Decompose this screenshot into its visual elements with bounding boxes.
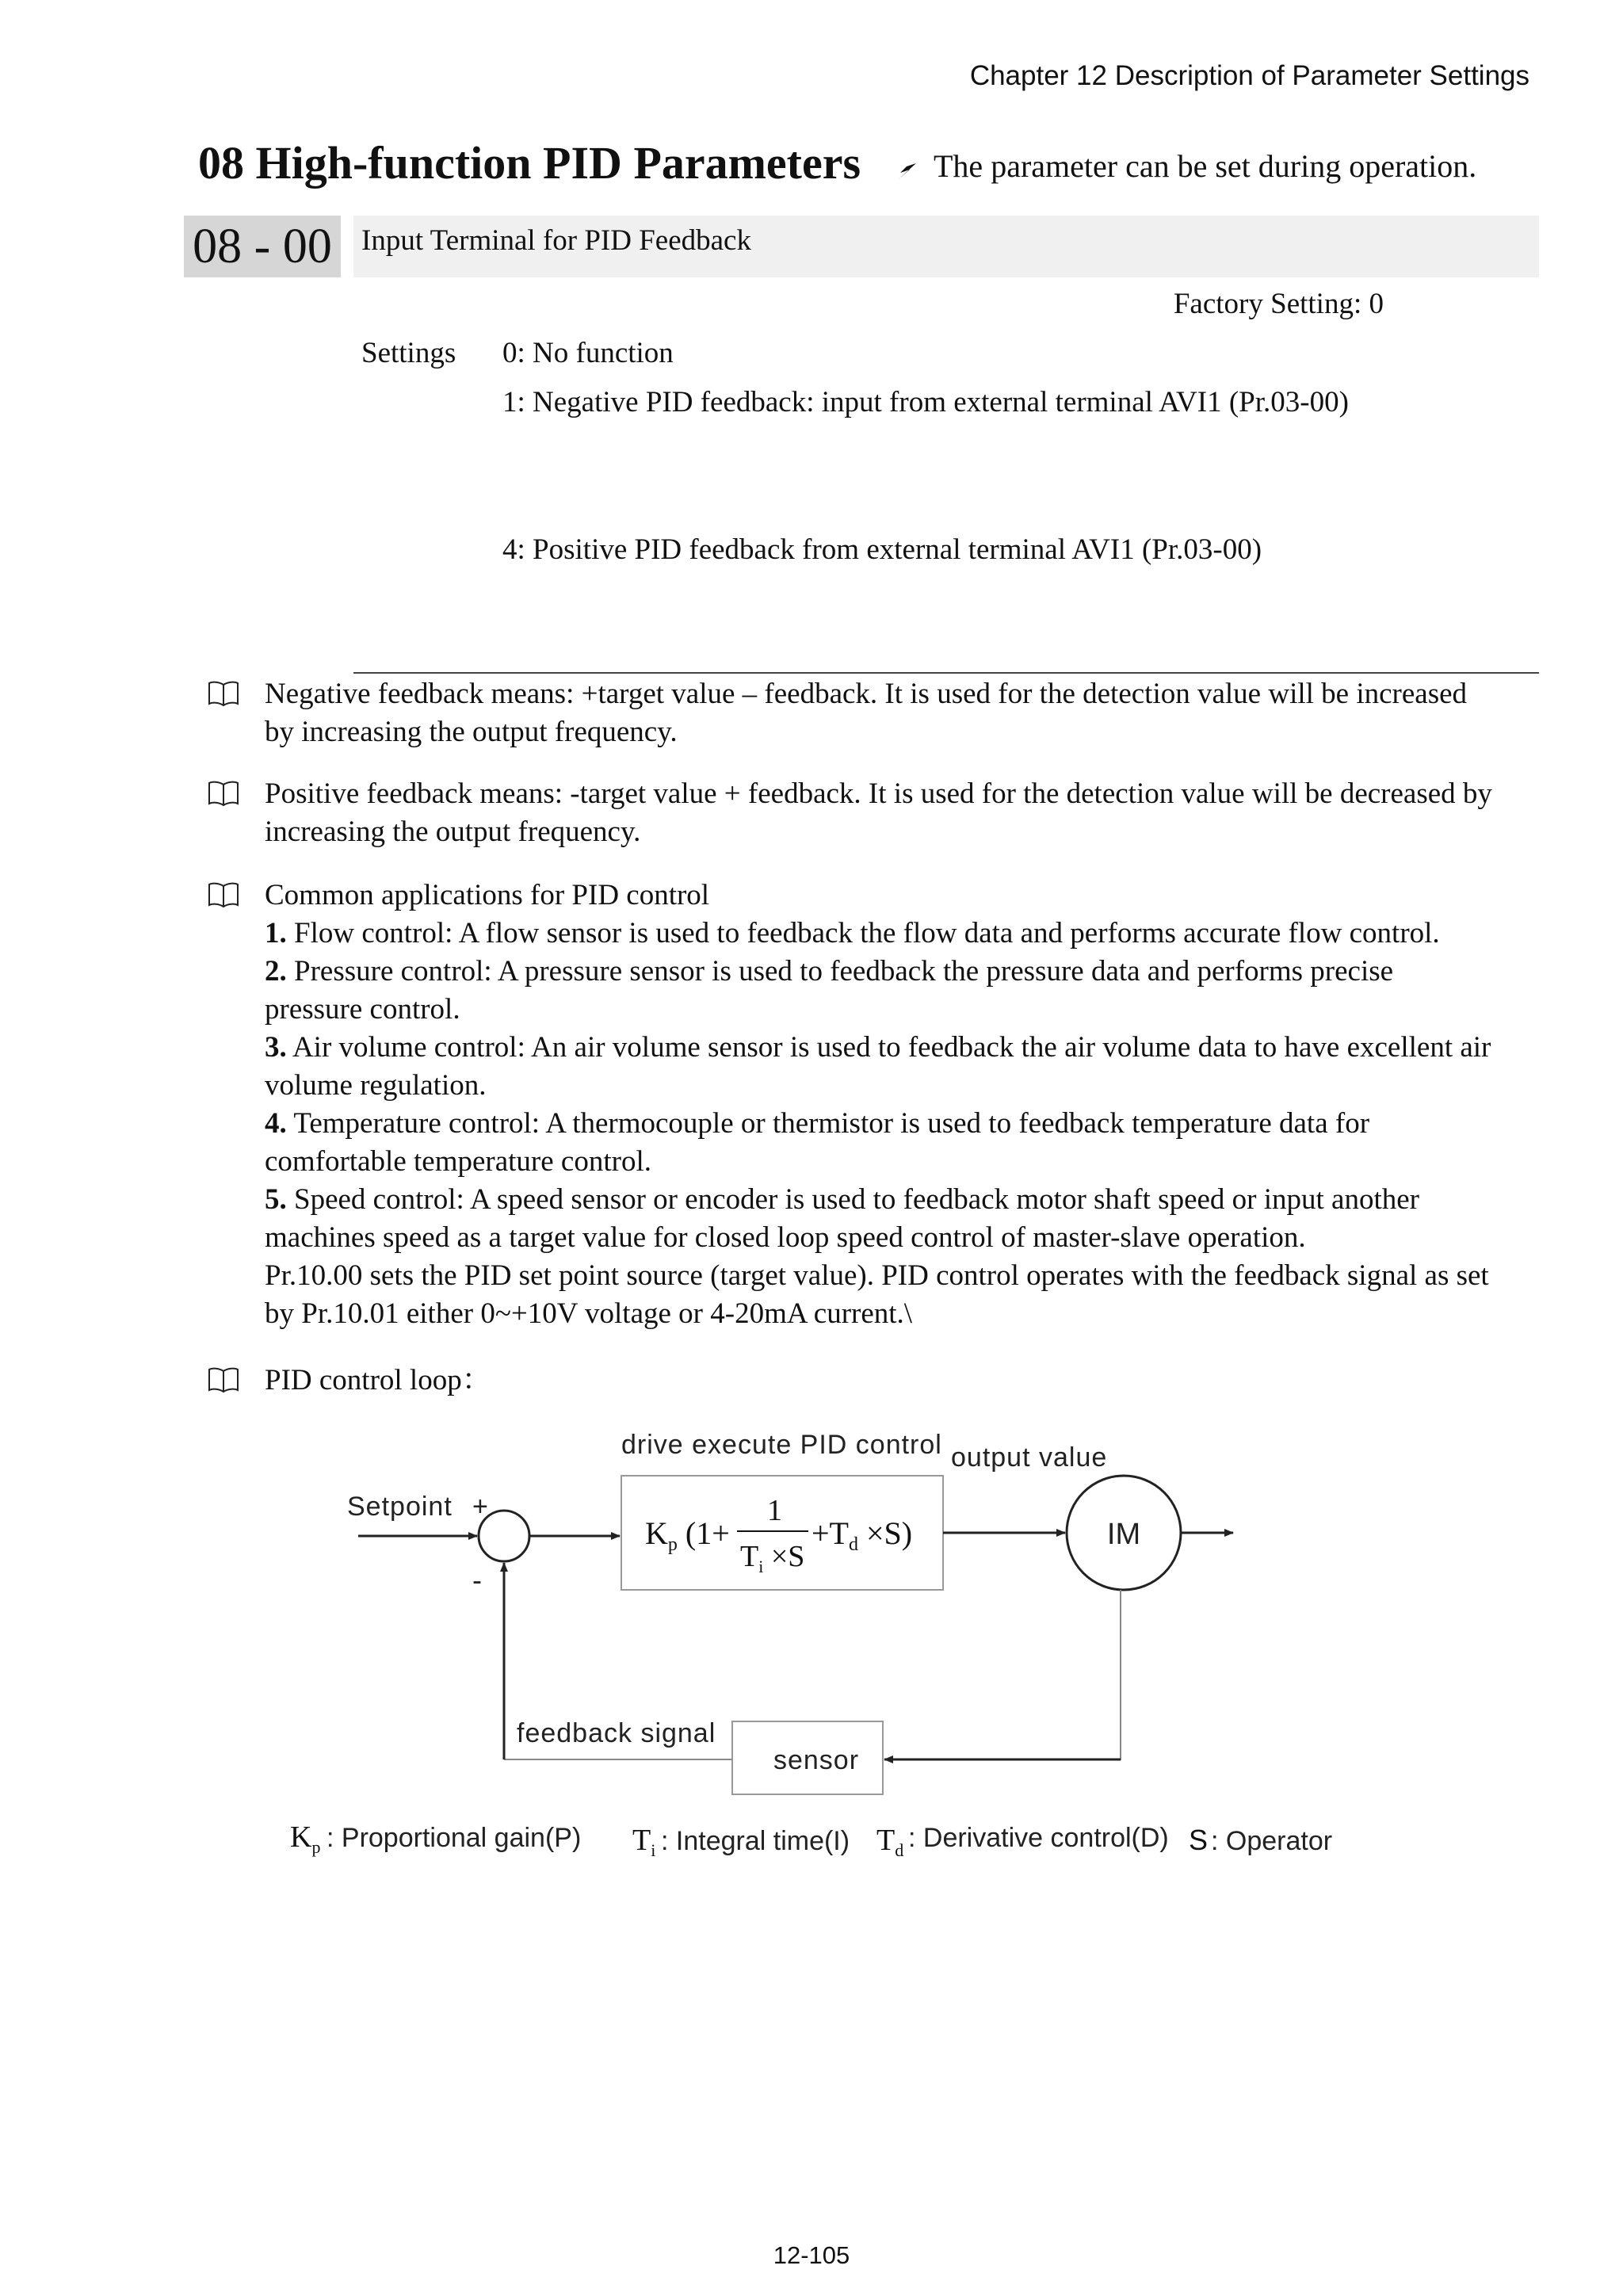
application-item: 3. Air volume control: An air volume sensor is used to feedback the air volume data to have excellent air [265,1031,1491,1064]
svg-text:Kp: $K_p$ [290,1820,321,1857]
section-title: 08 High-function PID Parameters [198,137,861,189]
svg-text:S: S [1189,1824,1209,1856]
feedback-label: feedback signal [517,1718,716,1748]
note-negative-feedback: Negative feedback means: +target value – feedback. It is used for the detection value will be increased by increasing the output frequency. [265,678,1468,748]
setting-option-0: 0: No function [502,337,674,369]
pid-formula [645,1494,912,1576]
svg-text:: Integral time(I): : Integral time(I) [661,1826,850,1856]
setpoint-label: Setpoint [347,1492,453,1522]
svg-text:Kp (1+: $K_p$ (1+ [645,1515,730,1555]
svg-text:: Proportional gain(P): : Proportional gain(P) [327,1823,582,1853]
note-pid-applications: Common applications for PID control 1. Flow control: A flow sensor is used to feedback the flow data and performs accurate flow control. 2. Pressure control: A pressure sensor is used to feedback the pressure data and performs precise pressure control. 3. Air volume control: An air volume sensor is used to feedback the air volume data to have excellent air volume regulation. 4. Temperature control: A thermocouple or thermistor is used to feedback temperature data for comfortable temperature control. 5. Speed control: A speed sensor or encoder is used to feedback motor shaft speed or input another machines speed as a target value for closed loop speed control of master-slave operation. Pr.10.00 sets the PID set point source (target value). PID control operates with the feedback signal as set by Pr.10.01 either 0~+10V voltage or 4-20mA current.\ [265,877,1533,1333]
sensor-label: sensor [773,1745,860,1775]
svg-text:: Operator: : Operator [1211,1826,1333,1856]
svg-text:Td: $T_d$ [876,1824,904,1860]
feedback-path-line [886,1590,1121,1759]
setting-option-4: 4: Positive PID feedback from external terminal AVI1 (Pr.03-00) [502,533,1262,566]
note-pid-loop: PID control loop： [265,1364,491,1396]
svg-text:1: 1 [767,1494,782,1527]
note-positive-feedback: Positive feedback means: -target value + feedback. It is used for the detection value will be decreased by increasing the output frequency. [265,777,1492,848]
application-item: 1. Flow control: A flow sensor is used to feedback the flow data and performs accurate flow control. [265,917,1440,949]
application-item: 4. Temperature control: A thermocouple or thermistor is used to feedback temperature data for [265,1107,1370,1140]
setting-option-1: 1: Negative PID feedback: input from external terminal AVI1 (Pr.03-00) [502,386,1349,418]
svg-text:Ti ×S: $T_i \times S$ [740,1540,805,1576]
settings-label: Settings [361,337,456,369]
application-item: 2. Pressure control: A pressure sensor is used to feedback the pressure data and performs precise [265,955,1394,988]
diagram-legend [290,1820,1332,1860]
svg-text:: Derivative control(D): : Derivative control(D) [908,1823,1169,1853]
chapter-header: Chapter 12 Description of Parameter Settings [969,60,1529,91]
minus-sign: - [472,1564,482,1596]
motor-label: IM [1106,1518,1141,1551]
svg-text:+Td ×S): $+T_d \times S$) [812,1515,913,1555]
plus-sign: + [472,1492,488,1522]
summing-junction [479,1511,529,1561]
set-note-text: The parameter can be set during operation. [934,148,1477,184]
page-number: 12-105 [773,2241,850,2269]
application-item: 5. Speed control: A speed sensor or encoder is used to feedback motor shaft speed or input another [265,1183,1420,1216]
svg-text:Ti: $T_i$ [632,1824,656,1860]
output-label: output value [951,1442,1108,1473]
parameter-code: 08 - 00 [184,216,341,277]
factory-setting: Factory Setting: 0 [1173,288,1384,320]
parameter-title: Input Terminal for PID Feedback [361,224,751,257]
drive-label: drive execute PID control [621,1430,942,1460]
